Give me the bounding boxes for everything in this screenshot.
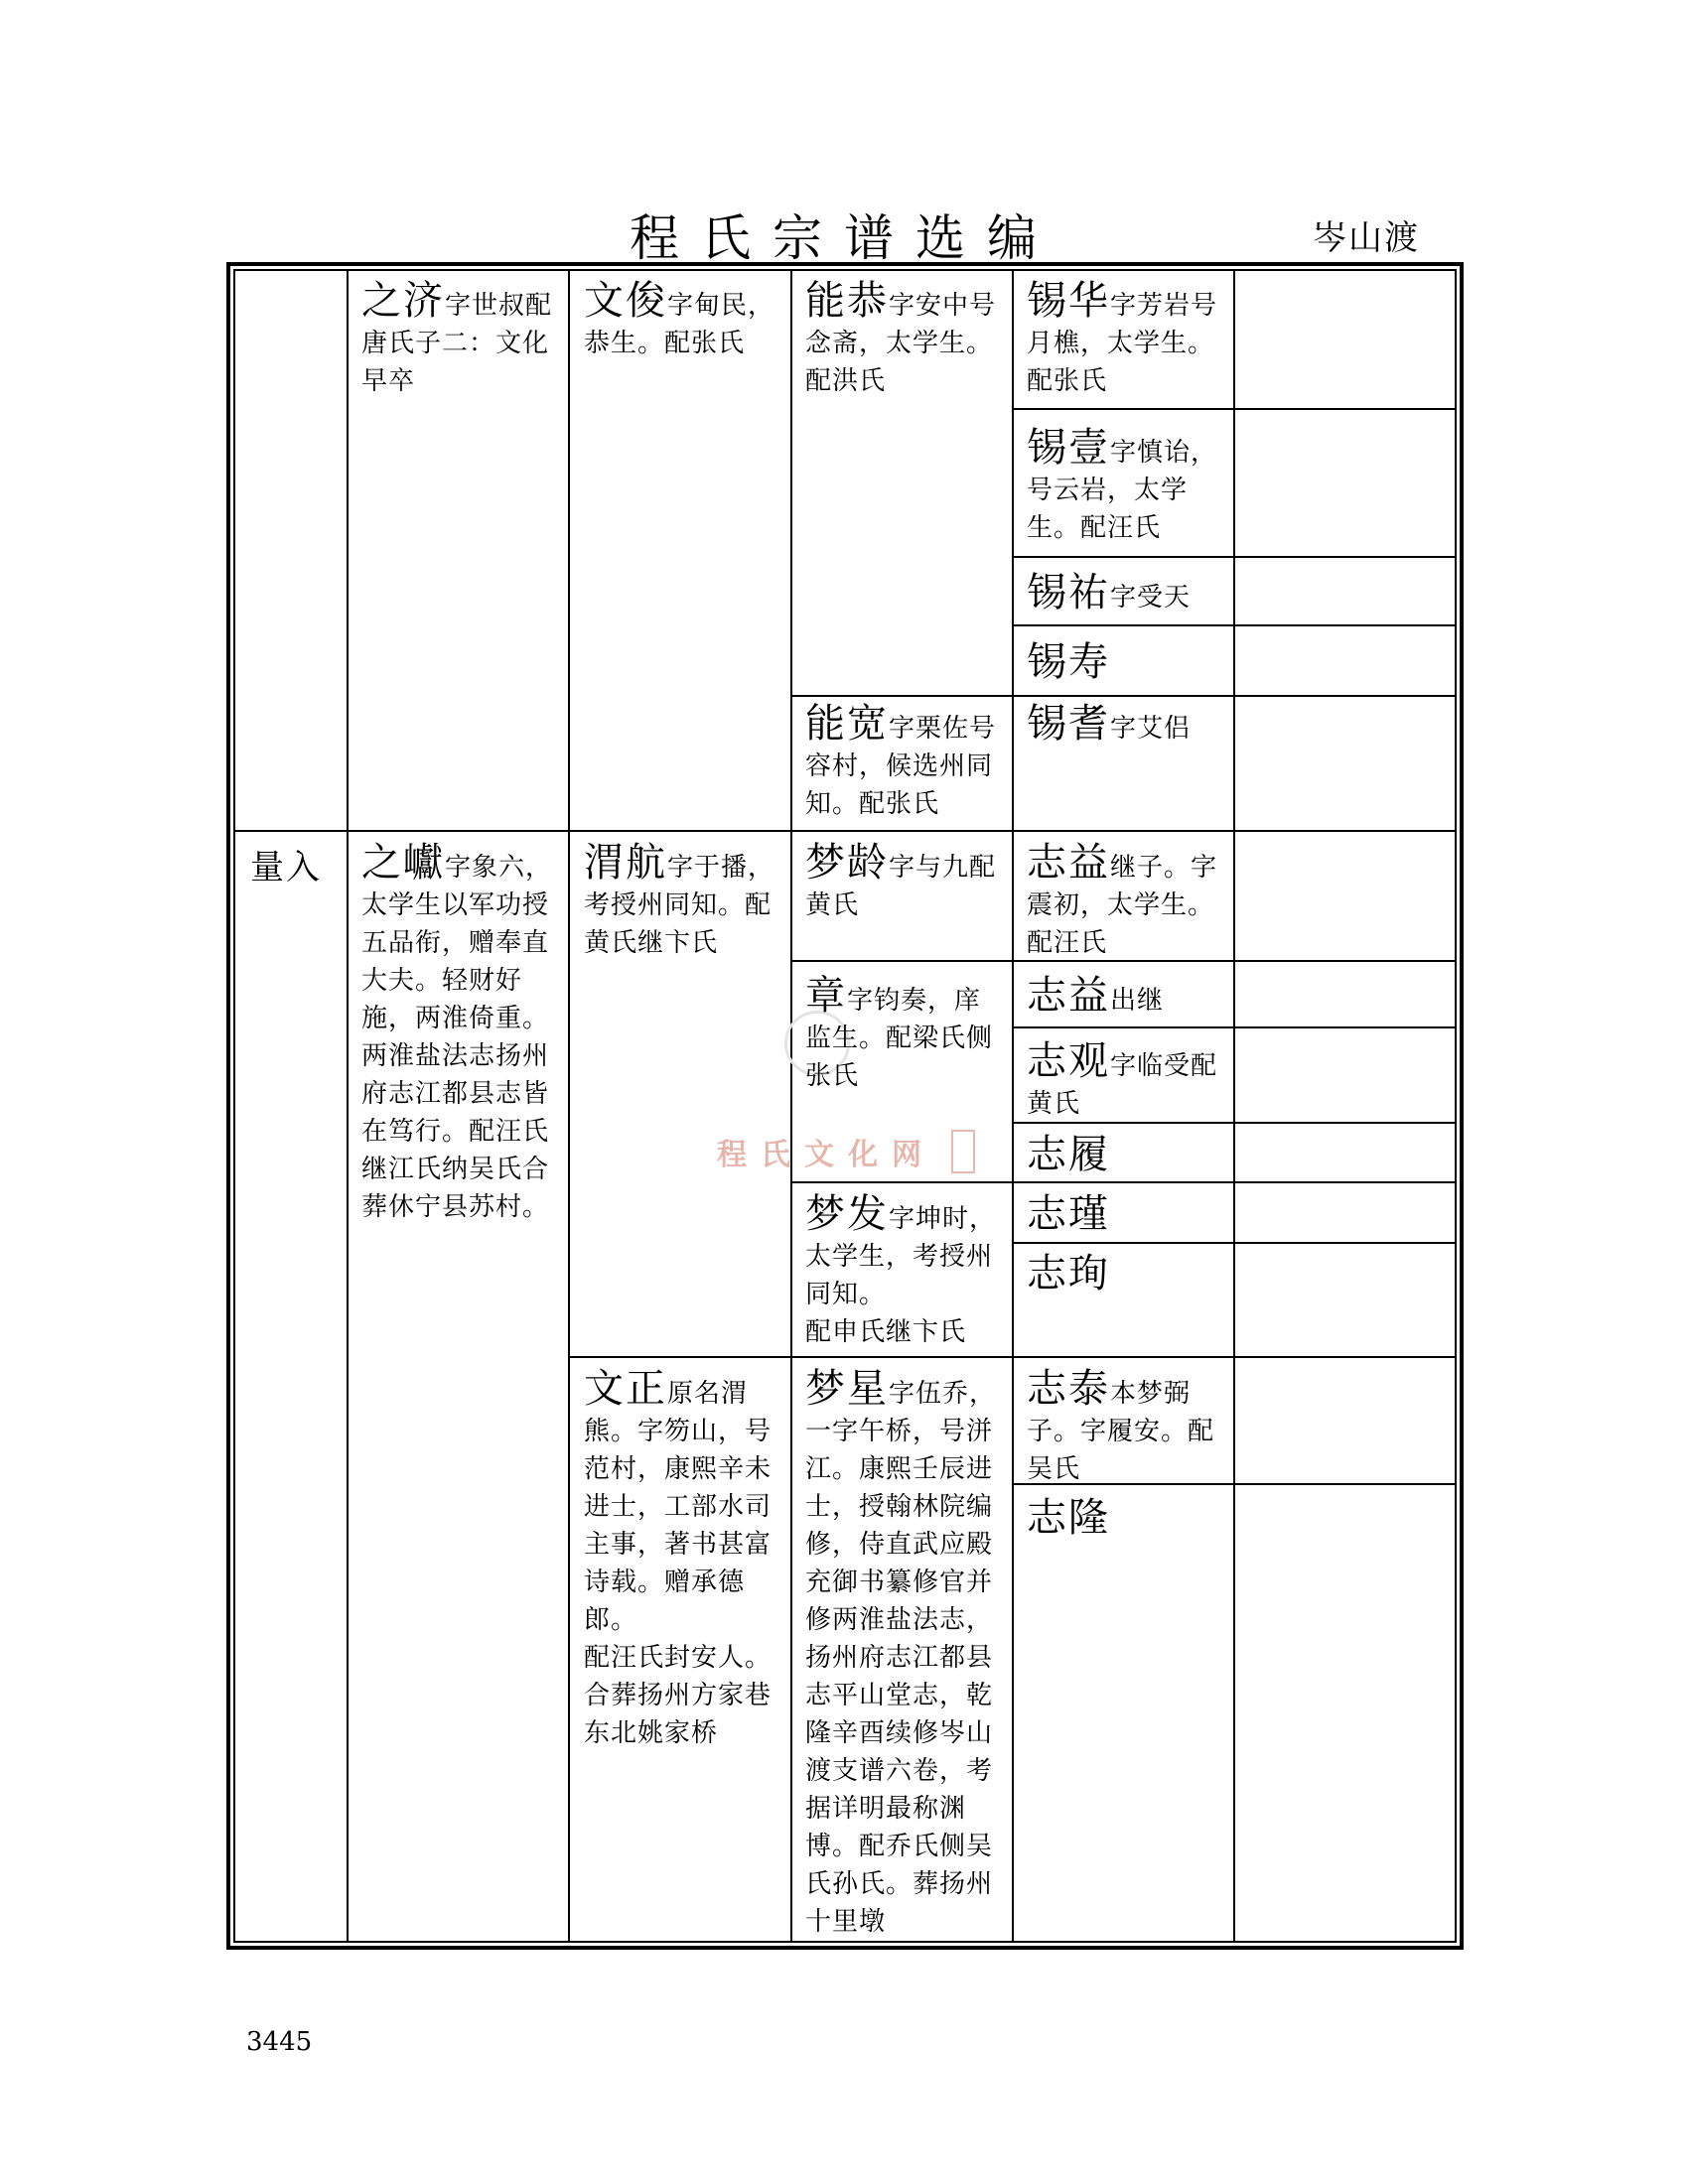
entry-note: 字与九配黄氏 xyxy=(805,853,997,920)
entry-mengxing xyxy=(805,1366,1000,1941)
row-divider xyxy=(1012,695,1456,697)
row-divider xyxy=(1012,1026,1456,1028)
entry-name: 志泰 xyxy=(1027,1366,1110,1412)
column-divider xyxy=(1012,270,1014,1942)
column-divider xyxy=(790,270,792,1942)
entry-note: 字受天 xyxy=(1110,583,1192,613)
entry-name: 梦星 xyxy=(805,1366,889,1412)
entry-zhang xyxy=(805,973,1000,1095)
entry-note: 字芳岩号月樵，太学生。配张氏 xyxy=(1027,291,1218,396)
entry-note: 原名渭熊。字笏山，号范村，康熙辛未进士，工部水司主事，著书甚富诗载。赠承德郎。 xyxy=(584,1379,773,1635)
row-divider xyxy=(234,830,1456,832)
page-title: 程氏宗谱选编 xyxy=(630,209,1058,267)
entry-zhijin xyxy=(1027,1191,1221,1238)
entry-note: 字伍乔，一字午桥，号洴江。康熙壬辰进士，授翰林院编修，侍直武应殿充御书纂修官并修两淮盐法志，扬州府志江都县志平山堂志，乾隆辛酉续修岑山渡支谱六卷，考据详明最称渊博。配乔氏侧吴氏孙氏。葬扬州十里墩 xyxy=(805,1379,997,1937)
watermark-text: 程氏文化网 xyxy=(717,1138,935,1172)
entry-name: 志履 xyxy=(1027,1132,1110,1177)
entry-zhiyi-1 xyxy=(1027,840,1221,962)
entry-note: 字栗佐号容村，候选州同知。配张氏 xyxy=(805,714,997,819)
entry-name: 志瑾 xyxy=(1027,1191,1110,1237)
entry-name: 志珣 xyxy=(1027,1251,1110,1297)
entry-xihua xyxy=(1027,278,1221,400)
entry-name: 梦龄 xyxy=(805,840,889,886)
entry-name: 能恭 xyxy=(805,278,889,324)
entry-name: 志益 xyxy=(1027,973,1110,1019)
entry-name: 锡耆 xyxy=(1027,701,1110,747)
entry-nenggong xyxy=(805,278,1000,400)
entry-name: 章 xyxy=(805,973,847,1019)
entry-mengfa xyxy=(805,1191,1000,1351)
entry-name: 文正 xyxy=(584,1366,667,1412)
entry-note: 字慎诒，号云岩，太学生。配汪氏 xyxy=(1027,438,1218,543)
generation-label: 量入 xyxy=(250,848,322,887)
entry-wenzheng xyxy=(584,1366,778,1752)
entry-note: 出继 xyxy=(1110,986,1165,1016)
entry-xiqi xyxy=(1027,701,1221,748)
entry-zhixun xyxy=(1027,1251,1221,1297)
entry-note: 本梦弼子。字履安。配吴氏 xyxy=(1027,1379,1215,1484)
row-divider xyxy=(790,695,1013,697)
entry-xishou xyxy=(1027,639,1221,686)
entry-spouse: 配汪氏封安人。合葬扬州方家巷东北姚家桥 xyxy=(584,1643,773,1748)
row-divider xyxy=(568,1356,1456,1358)
entry-note: 字艾侣 xyxy=(1110,714,1192,744)
row-divider xyxy=(1012,1242,1456,1244)
entry-name: 能宽 xyxy=(805,701,889,747)
entry-note: 字坤时，太学生，考授州同知。 xyxy=(805,1204,997,1309)
entry-zhiyi-2 xyxy=(1027,973,1221,1020)
entry-zhilv xyxy=(1027,1132,1221,1178)
entry-zhitai xyxy=(1027,1366,1221,1488)
entry-name: 锡壹 xyxy=(1027,425,1110,471)
entry-name: 梦发 xyxy=(805,1191,889,1237)
column-divider xyxy=(568,270,570,1942)
entry-note: 字甸民，恭生。配张氏 xyxy=(584,291,775,358)
entry-zhiji xyxy=(361,278,556,400)
row-divider xyxy=(790,1181,1013,1183)
row-divider xyxy=(1012,624,1456,626)
entry-note: 继子。字震初，太学生。配汪氏 xyxy=(1027,853,1218,958)
entry-name: 锡华 xyxy=(1027,278,1110,324)
watermark-stamp-icon xyxy=(951,1130,975,1173)
row-divider xyxy=(790,960,1013,962)
entry-zhiguan xyxy=(1027,1038,1221,1123)
entry-name: 锡寿 xyxy=(1027,639,1110,685)
column-divider xyxy=(347,270,349,1942)
entry-name: 志观 xyxy=(1027,1038,1110,1084)
entry-note: 字临受配黄氏 xyxy=(1027,1051,1218,1119)
entry-weihang xyxy=(584,840,778,962)
entry-name: 之济 xyxy=(361,278,445,324)
entry-name: 文俊 xyxy=(584,278,667,324)
row-divider xyxy=(1012,408,1456,410)
entry-note: 字象六，太学生以军功授五品衔，赠奉直大夫。轻财好施，两淮倚重。两淮盐法志扬州府志江都县志皆在笃行。配汪氏继江氏纳吴氏合葬休宁县苏村。 xyxy=(361,853,553,1222)
entry-name: 志隆 xyxy=(1027,1495,1110,1541)
entry-note: 字世叔配唐氏子二：文化早卒 xyxy=(361,291,553,396)
entry-spouse: 配申氏继卞氏 xyxy=(805,1317,967,1347)
entry-name: 渭航 xyxy=(584,840,667,886)
entry-name: 之巘 xyxy=(361,840,445,886)
row-divider xyxy=(1012,556,1456,558)
entry-note: 字钧奏，庠监生。配梁氏侧张氏 xyxy=(805,986,994,1091)
entry-xiyou xyxy=(1027,570,1221,616)
entry-wenjun xyxy=(584,278,778,362)
entry-note: 字于播，考授州同知。配黄氏继卞氏 xyxy=(584,853,775,958)
entry-mengling xyxy=(805,840,1000,924)
page-number: 3445 xyxy=(246,2027,313,2057)
page-subtitle: 岑山渡 xyxy=(1313,218,1420,258)
entry-note: 字安中号念斋，太学生。配洪氏 xyxy=(805,291,997,396)
entry-xiyi xyxy=(1027,425,1221,547)
entry-zhilong xyxy=(1027,1495,1221,1542)
row-divider xyxy=(1012,1181,1456,1183)
column-divider xyxy=(1233,270,1235,1942)
entry-name: 志益 xyxy=(1027,840,1110,886)
entry-zhiyan xyxy=(361,840,556,1226)
entry-nengkuan xyxy=(805,701,1000,823)
entry-name: 锡祐 xyxy=(1027,570,1110,615)
